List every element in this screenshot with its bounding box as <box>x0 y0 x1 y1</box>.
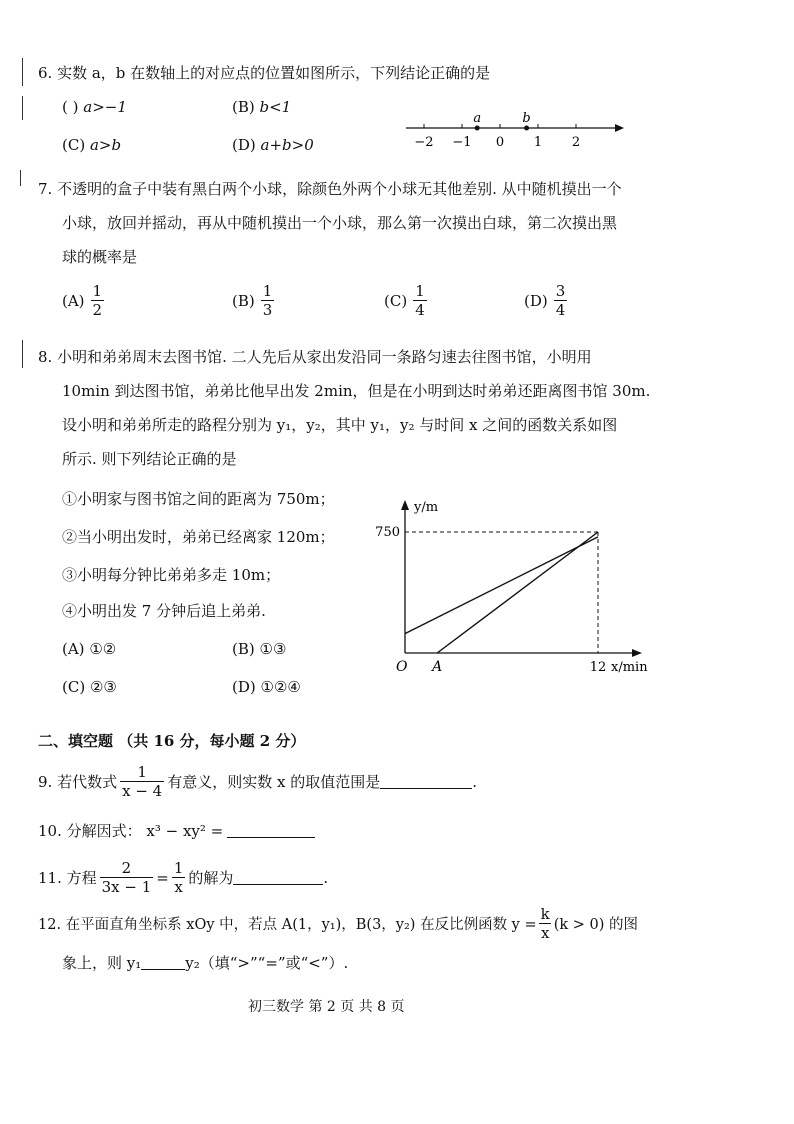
q8-line-4: 所示. 则下列结论正确的是 <box>62 450 237 468</box>
q6-option-a: ( ) a>−1 <box>62 98 127 116</box>
number-line-tick-label: −2 <box>414 135 434 150</box>
y-axis-arrow-icon <box>401 500 409 510</box>
q8-option-c: (C) ②③ <box>62 678 117 696</box>
q11: 11. 方程 $\frac{2}{3x - 1}$ = $\frac{1}{x}$ 的解为 . <box>38 859 329 896</box>
section-2-title: 二、填空题 （共 16 分，每小题 2 分） <box>38 732 306 750</box>
q7-line-3: 球的概率是 <box>62 248 138 266</box>
q12-line-1: 12. 在平面直角坐标系 xOy 中，若点 A(1，y₁)，B(3，y₂) 在反比例函数 y = $\frac{k}{x}$ (k > 0) 的图 <box>38 905 639 942</box>
number-line-tick-label: 1 <box>533 135 543 150</box>
q8-line-2: 10min 到达图书馆，弟弟比他早出发 2min，但是在小明到达时弟弟还距离图书馆 30m. <box>62 382 651 400</box>
q8-option-a: (A) ①② <box>62 640 117 658</box>
q8-statement-4: ④小明出发 7 分钟后追上弟弟. <box>62 602 266 620</box>
graph-line-y2 <box>437 532 598 653</box>
q8-option-b: (B) ①③ <box>232 640 287 658</box>
graph-x-tick-12: 12 <box>589 660 607 675</box>
graph-y-label: y/m <box>414 500 439 515</box>
q8-option-d: (D) ①②④ <box>232 678 301 696</box>
q8-graph <box>370 495 660 680</box>
number-line-tick-label: 0 <box>495 135 505 150</box>
q9: 9. 若代数式 $\frac{1}{x - 4}$ 有意义，则实数 x 的取值范围是 . <box>38 763 477 800</box>
number-line-arrow-icon <box>615 124 624 132</box>
q8-line-1: 8. 小明和弟弟周末去图书馆. 二人先后从家出发沿同一条路匀速去往图书馆，小明用 <box>38 348 592 366</box>
q10: 10. 分解因式： x³ − xy² = <box>38 820 315 841</box>
graph-y-tick-750: 750 <box>375 525 400 540</box>
q9-answer-blank[interactable] <box>380 774 472 789</box>
number-line-tick-label: 2 <box>571 135 581 150</box>
q6-option-c: (C) a>b <box>62 136 122 154</box>
q6-number-line <box>400 108 630 154</box>
q6-option-d: (D) a+b>0 <box>232 136 314 154</box>
q7-line-1: 7. 不透明的盒子中装有黑白两个小球，除颜色外两个小球无其他差别. 从中随机摸出一个 <box>38 180 622 198</box>
number-line-label-b: b <box>522 111 531 126</box>
binding-mark <box>20 170 21 186</box>
q8-statement-2: ②当小明出发时，弟弟已经离家 120m； <box>62 528 335 546</box>
binding-mark <box>22 340 23 368</box>
page-footer: 初三数学 第 2 页 共 8 页 <box>248 999 405 1015</box>
number-line-label-a: a <box>473 111 482 126</box>
number-line-point-b <box>524 126 529 131</box>
q11-answer-blank[interactable] <box>233 870 323 885</box>
q8-statement-1: ①小明家与图书馆之间的距离为 750m； <box>62 490 335 508</box>
q6-stem: 6. 实数 a，b 在数轴上的对应点的位置如图所示，下列结论正确的是 <box>38 64 491 82</box>
q7-line-2: 小球，放回并摇动，再从中随机摸出一个小球，那么第一次摸出白球，第二次摸出黑 <box>62 214 618 232</box>
q6-option-b: (B) b<1 <box>232 98 292 116</box>
q10-answer-blank[interactable] <box>227 823 315 838</box>
binding-mark <box>22 96 23 120</box>
q8-statement-3: ③小明每分钟比弟弟多走 10m； <box>62 566 281 584</box>
number-line-point-a <box>475 126 480 131</box>
graph-origin-label: O <box>396 659 408 675</box>
graph-line-y1 <box>405 537 598 634</box>
graph-point-a-label: A <box>432 659 443 675</box>
q7-option-a: (A) $\frac{1}{2}$ <box>62 282 103 319</box>
q12-answer-blank[interactable] <box>141 955 185 970</box>
q7-option-c: (C) $\frac{1}{4}$ <box>384 282 425 319</box>
number-line-tick-label: −1 <box>452 135 472 150</box>
q7-option-b: (B) $\frac{1}{3}$ <box>232 282 273 319</box>
x-axis-arrow-icon <box>632 649 642 657</box>
graph-x-label: x/min <box>611 660 648 675</box>
q7-option-d: (D) $\frac{3}{4}$ <box>524 282 566 319</box>
q12-line-2: 象上，则 y₁ y₂（填“>”“=”或“<”）. <box>62 954 349 972</box>
binding-mark <box>22 58 23 86</box>
q8-line-3: 设小明和弟弟所走的路程分别为 y₁，y₂，其中 y₁，y₂ 与时间 x 之间的函数关系如图 <box>62 416 618 434</box>
